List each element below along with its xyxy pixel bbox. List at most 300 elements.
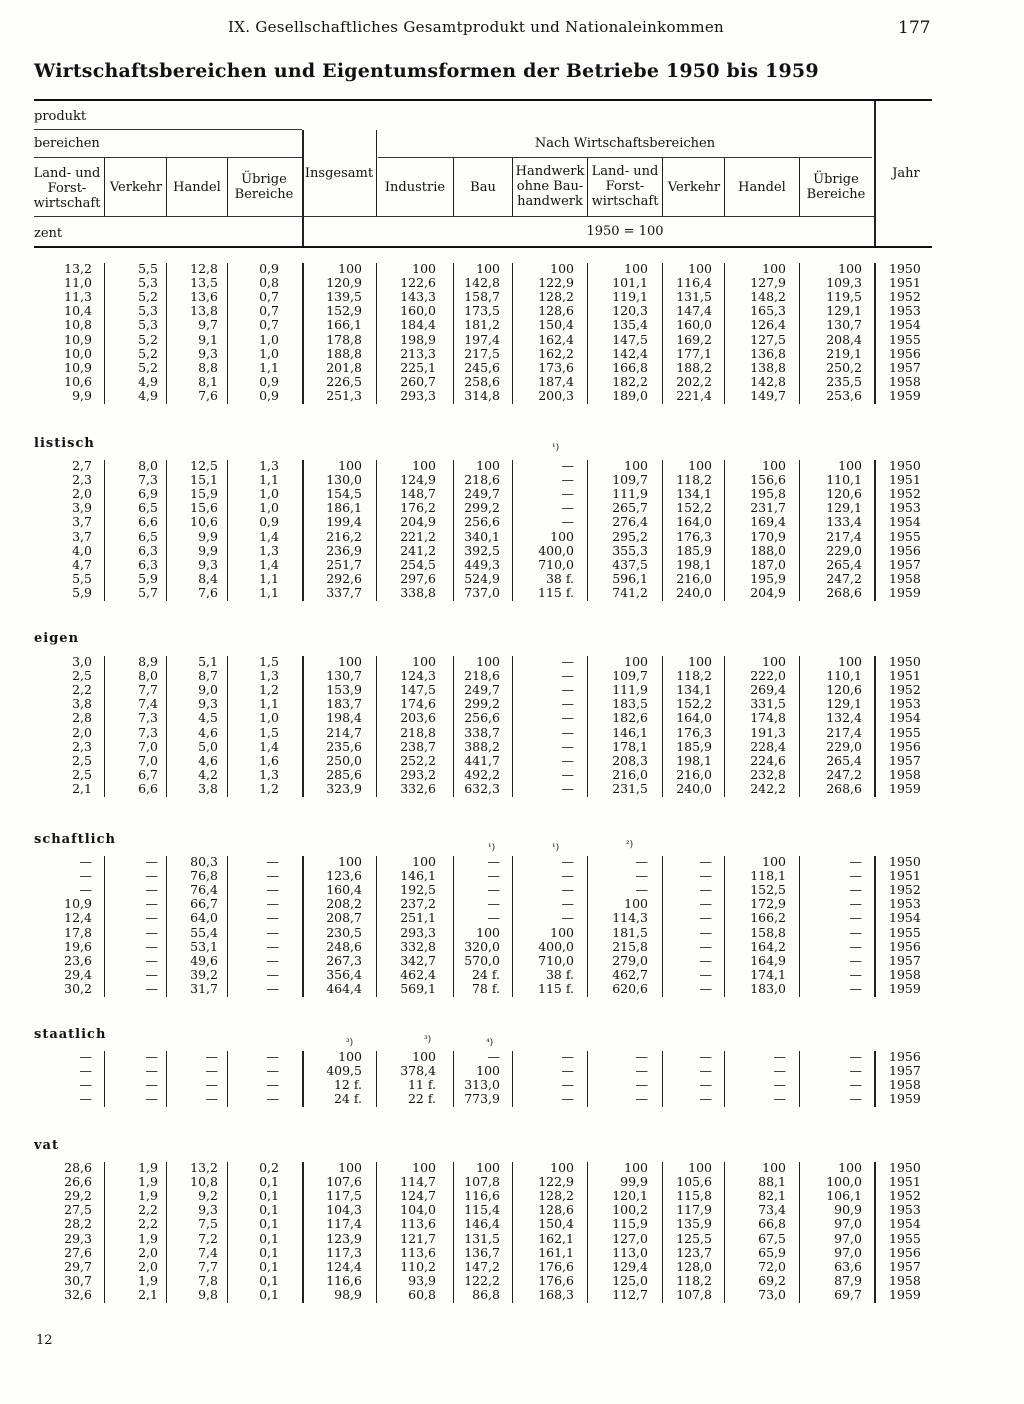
- table-cell: 176,6: [538, 1258, 574, 1274]
- table-cell: —: [849, 868, 862, 884]
- table-cell: 115,4: [464, 1202, 500, 1218]
- table-cell: 1,4: [259, 738, 279, 754]
- table-cell: 260,7: [400, 373, 436, 389]
- table-cell: —: [79, 1091, 92, 1107]
- column-divider: [587, 460, 588, 601]
- table-cell: 125,0: [612, 1272, 648, 1288]
- table-cell: —: [266, 896, 279, 912]
- table-cell: 218,6: [464, 668, 500, 684]
- column-divider: [799, 656, 800, 797]
- table-cell: —: [561, 654, 574, 669]
- table-cell: 1,9: [138, 1174, 158, 1190]
- column-divider: [724, 856, 725, 997]
- table-cell: 269,4: [750, 682, 786, 698]
- table-cell: 152,5: [750, 882, 786, 898]
- hv-11: [799, 158, 800, 216]
- table-cell: 3,7: [72, 514, 92, 530]
- table-cell: 107,8: [464, 1174, 500, 1190]
- table-cell: 72,0: [758, 1258, 786, 1274]
- table-cell: —: [266, 882, 279, 898]
- table-cell: 185,9: [676, 542, 712, 558]
- table-cell: 237,2: [400, 896, 436, 912]
- year-cell: 1954: [889, 514, 921, 530]
- table-cell: 267,3: [326, 952, 362, 968]
- column-divider: [104, 263, 105, 404]
- year-cell: 1959: [889, 584, 921, 600]
- year-cell: 1954: [889, 710, 921, 726]
- table-cell: 6,5: [138, 528, 158, 544]
- table-cell: 314,8: [464, 387, 500, 403]
- table-cell: 5,0: [198, 738, 218, 754]
- header-industrie: Industrie: [384, 180, 446, 195]
- table-cell: 235,5: [826, 373, 862, 389]
- table-cell: 147,4: [676, 303, 712, 319]
- table-cell: —: [266, 938, 279, 954]
- table-cell: 2,5: [72, 668, 92, 684]
- header-line-3: [34, 216, 874, 217]
- table-cell: 27,5: [64, 1202, 92, 1218]
- table-cell: 101,1: [612, 275, 648, 291]
- table-cell: 147,2: [464, 1258, 500, 1274]
- column-divider: [512, 656, 513, 797]
- table-cell: 117,9: [676, 1202, 712, 1218]
- table-cell: 134,1: [676, 682, 712, 698]
- column-divider: [512, 856, 513, 997]
- table-cell: 173,5: [464, 303, 500, 319]
- table-cell: 100: [688, 654, 712, 669]
- table-cell: 9,3: [198, 556, 218, 572]
- table-cell: 10,8: [190, 1174, 218, 1190]
- table-cell: 185,9: [676, 738, 712, 754]
- table-cell: —: [487, 910, 500, 926]
- table-cell: 134,1: [676, 486, 712, 502]
- table-cell: —: [266, 1049, 279, 1064]
- table-cell: 265,4: [826, 752, 862, 768]
- table-cell: —: [145, 1091, 158, 1107]
- hv-7: [512, 158, 513, 216]
- column-divider: [166, 1051, 167, 1107]
- table-cell: 1,9: [138, 1188, 158, 1204]
- table-cell: —: [266, 854, 279, 869]
- year-cell: 1956: [889, 738, 921, 754]
- table-cell: 30,7: [64, 1272, 92, 1288]
- table-cell: 5,7: [138, 584, 158, 600]
- table-cell: 208,2: [326, 896, 362, 912]
- table-cell: 265,4: [826, 556, 862, 572]
- table-cell: —: [561, 780, 574, 796]
- column-divider: [874, 1162, 876, 1303]
- year-cell: 1959: [889, 1091, 921, 1107]
- column-divider: [302, 1051, 304, 1107]
- table-cell: 53,1: [190, 938, 218, 954]
- column-divider: [512, 1051, 513, 1107]
- footnote-marker: ¹): [552, 843, 560, 853]
- table-cell: 126,4: [750, 317, 786, 333]
- table-cell: 122,6: [400, 275, 436, 291]
- table-cell: 115,8: [676, 1188, 712, 1204]
- year-cell: 1956: [889, 938, 921, 954]
- table-cell: 128,2: [538, 1188, 574, 1204]
- table-cell: —: [79, 1063, 92, 1079]
- table-cell: 1,9: [138, 1160, 158, 1175]
- table-cell: 251,3: [326, 387, 362, 403]
- table-cell: 252,2: [400, 752, 436, 768]
- table-cell: 183,0: [750, 980, 786, 996]
- table-cell: 100: [838, 458, 862, 473]
- header-uebrige-right: Übrige Bereiche: [806, 172, 866, 202]
- table-cell: —: [561, 854, 574, 869]
- table-cell: 109,7: [612, 668, 648, 684]
- table-cell: 12 f.: [333, 1077, 362, 1093]
- table-cell: 232,8: [750, 766, 786, 782]
- table-cell: 9,9: [198, 542, 218, 558]
- table-cell: 166,2: [750, 910, 786, 926]
- header-nach: Nach Wirtschaftsbereichen: [534, 136, 716, 151]
- table-cell: 0,9: [259, 387, 279, 403]
- table-cell: 216,0: [676, 570, 712, 586]
- table-cell: 86,8: [472, 1286, 500, 1302]
- table-cell: 128,0: [676, 1258, 712, 1274]
- table-cell: 24 f.: [471, 966, 500, 982]
- table-cell: 208,3: [612, 752, 648, 768]
- table-cell: 338,8: [400, 584, 436, 600]
- table-cell: 224,6: [750, 752, 786, 768]
- table-cell: 100: [412, 458, 436, 473]
- table-cell: 256,6: [464, 514, 500, 530]
- table-cell: 492,2: [464, 766, 500, 782]
- header-verkehr-left: Verkehr: [109, 180, 163, 195]
- header-insgesamt: Insgesamt: [304, 166, 374, 181]
- footnote-marker: ²): [626, 840, 634, 850]
- table-cell: —: [699, 868, 712, 884]
- table-cell: 124,4: [326, 1258, 362, 1274]
- table-cell: 295,2: [612, 528, 648, 544]
- hv-1: [104, 158, 105, 216]
- table-cell: 0,1: [259, 1230, 279, 1246]
- table-cell: 229,0: [826, 738, 862, 754]
- table-cell: 8,4: [198, 570, 218, 586]
- table-cell: 148,7: [400, 486, 436, 502]
- table-cell: 6,9: [138, 486, 158, 502]
- table-cell: 231,5: [612, 780, 648, 796]
- table-cell: 168,3: [538, 1286, 574, 1302]
- table-cell: 250,2: [826, 359, 862, 375]
- table-cell: 7,6: [198, 584, 218, 600]
- table-cell: 100: [412, 1049, 436, 1064]
- table-cell: 117,5: [326, 1188, 362, 1204]
- column-divider: [376, 1162, 377, 1303]
- table-cell: 13,8: [190, 303, 218, 319]
- year-cell: 1953: [889, 500, 921, 516]
- table-cell: 409,5: [326, 1063, 362, 1079]
- table-cell: 0,1: [259, 1286, 279, 1302]
- year-cell: 1951: [889, 472, 921, 488]
- hv-9: [662, 158, 663, 216]
- table-cell: 174,1: [750, 966, 786, 982]
- table-cell: 142,4: [612, 345, 648, 361]
- table-cell: 198,4: [326, 710, 362, 726]
- table-cell: —: [849, 896, 862, 912]
- table-cell: 100: [338, 1049, 362, 1064]
- table-cell: 1,9: [138, 1272, 158, 1288]
- table-cell: 1,3: [259, 766, 279, 782]
- table-cell: —: [205, 1091, 218, 1107]
- table-cell: 39,2: [190, 966, 218, 982]
- table-cell: 29,3: [64, 1230, 92, 1246]
- table-cell: —: [205, 1049, 218, 1064]
- table-cell: 100: [338, 261, 362, 276]
- table-cell: 12,5: [190, 458, 218, 473]
- year-cell: 1954: [889, 910, 921, 926]
- table-cell: 8,7: [198, 668, 218, 684]
- table-cell: —: [487, 896, 500, 912]
- header-bottom-rule: [34, 246, 932, 248]
- table-cell: 136,7: [464, 1244, 500, 1260]
- column-divider: [104, 656, 105, 797]
- table-cell: 1,1: [259, 472, 279, 488]
- table-cell: 216,0: [612, 766, 648, 782]
- header-line-1: [34, 129, 302, 130]
- table-cell: —: [266, 868, 279, 884]
- table-cell: 130,0: [326, 472, 362, 488]
- table-cell: 7,7: [198, 1258, 218, 1274]
- table-cell: 161,1: [538, 1244, 574, 1260]
- table-cell: —: [635, 1049, 648, 1064]
- table-cell: 100: [338, 654, 362, 669]
- table-cell: —: [699, 1077, 712, 1093]
- column-divider: [104, 1051, 105, 1107]
- header-land-forst-left: Land- und Forst- wirtschaft: [33, 166, 101, 211]
- table-cell: —: [699, 924, 712, 940]
- table-cell: 11,3: [64, 289, 92, 305]
- table-cell: 4,6: [198, 724, 218, 740]
- table-cell: 104,3: [326, 1202, 362, 1218]
- table-cell: —: [635, 882, 648, 898]
- table-cell: 9,9: [72, 387, 92, 403]
- table-cell: 5,2: [138, 345, 158, 361]
- table-cell: 82,1: [758, 1188, 786, 1204]
- year-cell: 1959: [889, 1286, 921, 1302]
- table-cell: 129,1: [826, 500, 862, 516]
- table-cell: —: [561, 696, 574, 712]
- table-cell: 181,2: [464, 317, 500, 333]
- footnote-marker: ³): [424, 1035, 432, 1045]
- table-cell: 100: [838, 1160, 862, 1175]
- table-cell: 100: [550, 1160, 574, 1175]
- table-cell: —: [145, 980, 158, 996]
- table-cell: 203,6: [400, 710, 436, 726]
- table-cell: —: [205, 1077, 218, 1093]
- table-cell: 10,0: [64, 345, 92, 361]
- table-cell: —: [849, 854, 862, 869]
- table-cell: 169,4: [750, 514, 786, 530]
- column-divider: [166, 460, 167, 601]
- column-divider: [302, 1162, 304, 1303]
- table-cell: 133,4: [826, 514, 862, 530]
- table-cell: 100: [476, 924, 500, 940]
- table-cell: —: [487, 882, 500, 898]
- hv-10: [724, 158, 725, 216]
- table-cell: —: [561, 486, 574, 502]
- table-cell: —: [561, 738, 574, 754]
- table-cell: —: [561, 458, 574, 473]
- table-cell: 6,5: [138, 500, 158, 516]
- table-cell: 1,0: [259, 331, 279, 347]
- hv-2: [166, 158, 167, 216]
- table-cell: 100: [688, 1160, 712, 1175]
- year-cell: 1958: [889, 1272, 921, 1288]
- year-cell: 1956: [889, 542, 921, 558]
- year-cell: 1955: [889, 528, 921, 544]
- table-cell: 464,4: [326, 980, 362, 996]
- column-divider: [662, 1162, 663, 1303]
- table-cell: 0,1: [259, 1258, 279, 1274]
- column-divider: [104, 856, 105, 997]
- table-cell: —: [561, 710, 574, 726]
- column-divider: [587, 1162, 588, 1303]
- table-cell: —: [79, 854, 92, 869]
- table-cell: 1,0: [259, 500, 279, 516]
- year-cell: 1951: [889, 668, 921, 684]
- table-cell: 2,3: [72, 472, 92, 488]
- year-cell: 1957: [889, 952, 921, 968]
- table-cell: 38 f.: [545, 966, 574, 982]
- table-cell: 123,9: [326, 1230, 362, 1246]
- table-cell: —: [699, 952, 712, 968]
- table-cell: 116,4: [676, 275, 712, 291]
- table-cell: 2,7: [72, 458, 92, 473]
- table-cell: 392,5: [464, 542, 500, 558]
- table-cell: 6,3: [138, 542, 158, 558]
- table-cell: 7,7: [138, 682, 158, 698]
- table-cell: 154,5: [326, 486, 362, 502]
- table-cell: 100: [838, 654, 862, 669]
- column-divider: [104, 460, 105, 601]
- table-cell: 1,1: [259, 570, 279, 586]
- header-basis: 1950 = 100: [586, 224, 664, 239]
- table-cell: 1,1: [259, 359, 279, 375]
- column-divider: [376, 1051, 377, 1107]
- table-cell: 30,2: [64, 980, 92, 996]
- table-cell: 128,2: [538, 289, 574, 305]
- table-cell: —: [635, 1091, 648, 1107]
- table-cell: 166,8: [612, 359, 648, 375]
- table-cell: 229,0: [826, 542, 862, 558]
- table-cell: 125,5: [676, 1230, 712, 1246]
- table-cell: 236,9: [326, 542, 362, 558]
- table-cell: 128,6: [538, 303, 574, 319]
- table-cell: 146,4: [464, 1216, 500, 1232]
- table-cell: 216,2: [326, 528, 362, 544]
- table-cell: 388,2: [464, 738, 500, 754]
- table-cell: 279,0: [612, 952, 648, 968]
- table-cell: —: [699, 1063, 712, 1079]
- table-cell: 188,8: [326, 345, 362, 361]
- table-cell: —: [635, 1063, 648, 1079]
- table-cell: 172,9: [750, 896, 786, 912]
- table-cell: 123,7: [676, 1244, 712, 1260]
- table-cell: 213,3: [400, 345, 436, 361]
- table-cell: —: [773, 1063, 786, 1079]
- table-cell: 214,7: [326, 724, 362, 740]
- table-cell: 5,9: [138, 570, 158, 586]
- table-cell: 0,9: [259, 261, 279, 276]
- table-cell: —: [266, 1077, 279, 1093]
- table-cell: 0,7: [259, 303, 279, 319]
- table-cell: 293,3: [400, 924, 436, 940]
- column-divider: [587, 856, 588, 997]
- table-cell: 66,8: [758, 1216, 786, 1232]
- year-cell: 1957: [889, 1258, 921, 1274]
- table-cell: 32,6: [64, 1286, 92, 1302]
- column-divider: [799, 1051, 800, 1107]
- table-cell: 127,5: [750, 331, 786, 347]
- table-cell: 217,4: [826, 528, 862, 544]
- table-cell: —: [699, 980, 712, 996]
- table-cell: 55,4: [190, 924, 218, 940]
- table-cell: 1,2: [259, 780, 279, 796]
- table-cell: —: [487, 868, 500, 884]
- table-cell: 208,7: [326, 910, 362, 926]
- table-cell: —: [145, 966, 158, 982]
- table-cell: 198,9: [400, 331, 436, 347]
- column-divider: [376, 460, 377, 601]
- table-cell: 67,5: [758, 1230, 786, 1246]
- table-cell: 113,0: [612, 1244, 648, 1260]
- table-cell: 1,3: [259, 542, 279, 558]
- table-cell: 186,1: [326, 500, 362, 516]
- table-cell: 132,4: [826, 710, 862, 726]
- table-cell: 115,9: [612, 1216, 648, 1232]
- table-cell: —: [561, 472, 574, 488]
- year-cell: 1956: [889, 1049, 921, 1064]
- column-divider: [724, 656, 725, 797]
- table-cell: 100: [412, 654, 436, 669]
- table-cell: 221,2: [400, 528, 436, 544]
- table-cell: 620,6: [612, 980, 648, 996]
- table-cell: 120,9: [326, 275, 362, 291]
- table-cell: 110,1: [826, 668, 862, 684]
- column-divider: [512, 1162, 513, 1303]
- table-cell: 13,5: [190, 275, 218, 291]
- year-cell: 1959: [889, 980, 921, 996]
- table-cell: 169,2: [676, 331, 712, 347]
- table-cell: 3,8: [198, 780, 218, 796]
- table-cell: 268,6: [826, 584, 862, 600]
- table-cell: 299,2: [464, 500, 500, 516]
- table-cell: 119,1: [612, 289, 648, 305]
- year-cell: 1950: [889, 854, 921, 869]
- table-cell: 1,1: [259, 696, 279, 712]
- page-title: Wirtschaftsbereichen und Eigentumsformen der Betriebe 1950 bis 1959: [34, 60, 819, 82]
- table-cell: 165,3: [750, 303, 786, 319]
- table-cell: 98,9: [334, 1286, 362, 1302]
- table-cell: 100: [476, 1160, 500, 1175]
- table-cell: —: [699, 896, 712, 912]
- table-cell: 152,2: [676, 696, 712, 712]
- header-handel-right: Handel: [738, 180, 786, 195]
- header-produkt: produkt: [34, 109, 87, 124]
- table-cell: 13,6: [190, 289, 218, 305]
- column-divider: [512, 460, 513, 601]
- table-cell: 100,0: [826, 1174, 862, 1190]
- table-cell: 10,6: [64, 373, 92, 389]
- table-cell: —: [145, 910, 158, 926]
- table-cell: 183,7: [326, 696, 362, 712]
- table-cell: 182,2: [612, 373, 648, 389]
- table-cell: 187,4: [538, 373, 574, 389]
- column-divider: [166, 656, 167, 797]
